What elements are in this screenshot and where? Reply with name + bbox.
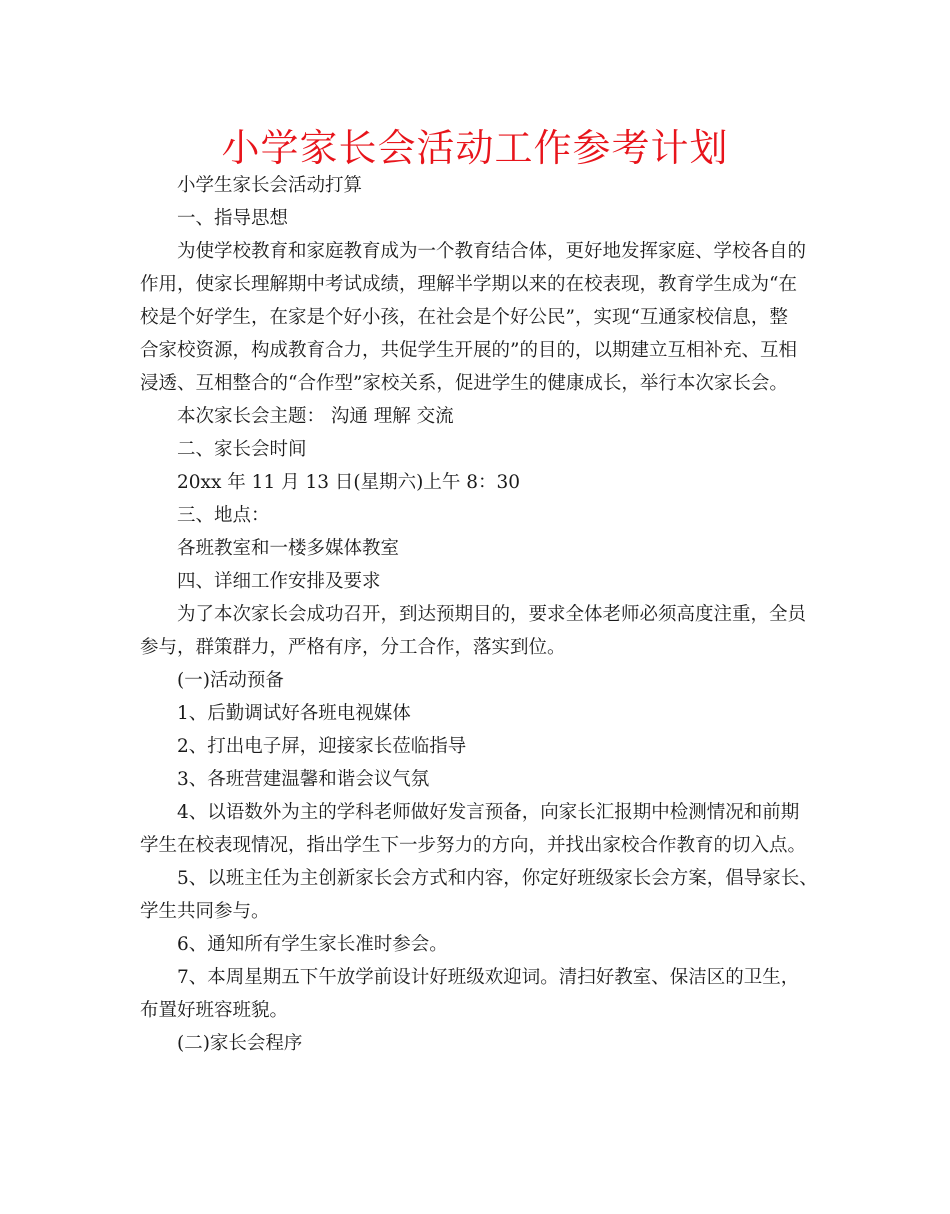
paragraph-line: 为使学校教育和家庭教育成为一个教育结合体，更好地发挥家庭、学校各自的 (177, 241, 807, 262)
paragraph-line: 6、通知所有学生家长准时参会。 (177, 934, 448, 955)
paragraph-line: 各班教室和一楼多媒体教室 (177, 538, 400, 559)
paragraph-line: 参与，群策群力，严格有序，分工合作，落实到位。 (140, 637, 566, 658)
paragraph-line: 作用，使家长理解期中考试成绩，理解半学期以来的在校表现，教育学生成为“在 (140, 274, 797, 295)
paragraph-line: 2、打出电子屏，迎接家长莅临指导 (177, 736, 467, 757)
paragraph-line: 20xx 年 11 月 13 日(星期六)上午 8：30 (177, 472, 521, 493)
document-body (140, 169, 830, 1060)
paragraph-line: 一、指导思想 (177, 208, 289, 229)
document-title: 小学家长会活动工作参考计划 (221, 126, 729, 170)
paragraph-line: 学生在校表现情况，指出学生下一步努力的方向，并找出家校合作教育的切入点。 (140, 835, 807, 856)
paragraph-line: 为了本次家长会成功召开，到达预期目的，要求全体老师必须高度注重，全员 (177, 604, 807, 625)
paragraph-line: 4、以语数外为主的学科老师做好发言预备，向家长汇报期中检测情况和前期 (177, 802, 800, 823)
paragraph-line: 1、后勤调试好各班电视媒体 (177, 703, 411, 724)
paragraph-line: 小学生家长会活动打算 (177, 175, 363, 196)
paragraph-line: 浸透、互相整合的“合作型”家校关系，促进学生的健康成长，举行本次家长会。 (140, 373, 788, 394)
paragraph-line: 本次家长会主题： 沟通 理解 交流 (177, 406, 454, 427)
paragraph-line: 二、家长会时间 (177, 439, 307, 460)
paragraph-line: 布置好班容班貌。 (140, 1000, 289, 1021)
paragraph-line: 7、本周星期五下午放学前设计好班级欢迎词。清扫好教室、保洁区的卫生， (177, 967, 800, 988)
paragraph-line: (二)家长会程序 (177, 1033, 303, 1054)
paragraph-line: 3、各班营建温馨和谐会议气氛 (177, 769, 430, 790)
paragraph-line: 学生共同参与。 (140, 901, 270, 922)
paragraph-line: 三、地点： (177, 505, 270, 526)
paragraph-line: (一)活动预备 (177, 670, 284, 691)
paragraph-line: 四、详细工作安排及要求 (177, 571, 381, 592)
paragraph-line: 5、以班主任为主创新家长会方式和内容，你定好班级家长会方案，倡导家长、 (177, 868, 818, 889)
paragraph-line: 校是个好学生，在家是个好小孩，在社会是个好公民”，实现“互通家校信息，整 (140, 307, 788, 328)
paragraph-line: 合家校资源，构成教育合力，共促学生开展的”的目的，以期建立互相补充、互相 (140, 340, 797, 361)
